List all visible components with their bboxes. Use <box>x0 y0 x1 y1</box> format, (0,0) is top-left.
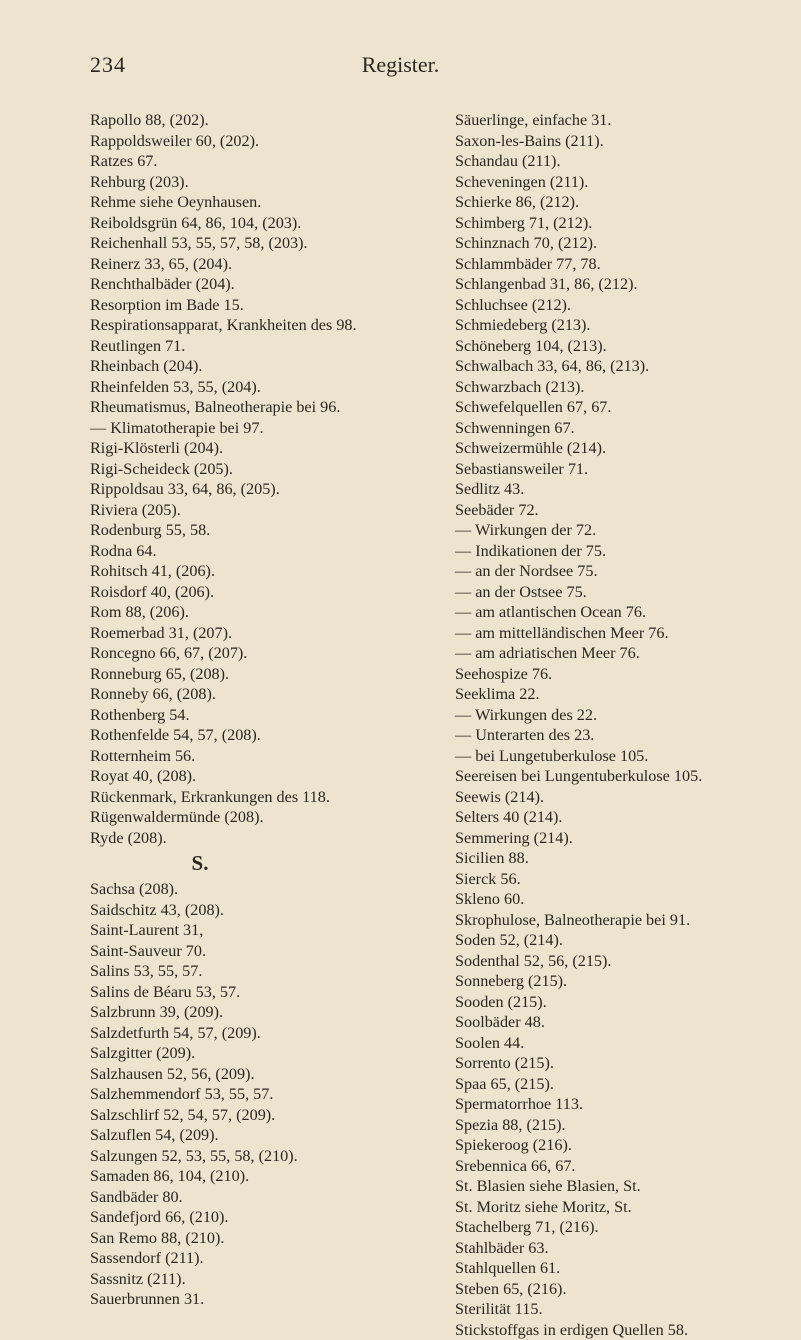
index-entry: Sassnitz (211). <box>90 1269 425 1290</box>
index-entry: Rehburg (203). <box>90 172 425 193</box>
index-entry: Salzschlirf 52, 54, 57, (209). <box>90 1105 425 1126</box>
index-entry: — an der Ostsee 75. <box>455 582 795 603</box>
index-entry: Ronneby 66, (208). <box>90 684 425 705</box>
index-entry: Rückenmark, Erkrankungen des 118. <box>90 787 425 808</box>
index-entry: Srebennica 66, 67. <box>455 1156 795 1177</box>
index-entry: Rom 88, (206). <box>90 602 425 623</box>
index-column-right <box>455 110 795 1340</box>
index-entry: Semmering (214). <box>455 828 795 849</box>
index-entry: Roncegno 66, 67, (207). <box>90 643 425 664</box>
index-entry: Rigi-Klösterli (204). <box>90 438 425 459</box>
index-entry: Spiekeroog (216). <box>455 1135 795 1156</box>
index-entry: Schluchsee (212). <box>455 295 795 316</box>
index-entry: Rehme siehe Oeynhausen. <box>90 192 425 213</box>
index-entry: Schandau (211). <box>455 151 795 172</box>
index-entry: Steben 65, (216). <box>455 1279 795 1300</box>
index-entry: Schweizermühle (214). <box>455 438 795 459</box>
index-entry: — am mittelländischen Meer 76. <box>455 623 795 644</box>
index-entry: Scheveningen (211). <box>455 172 795 193</box>
index-entry: Saint-Laurent 31, <box>90 920 425 941</box>
index-entry: Saxon-les-Bains (211). <box>455 131 795 152</box>
index-entry: — Wirkungen des 22. <box>455 705 795 726</box>
index-entry: Schmiedeberg (213). <box>455 315 795 336</box>
index-entry: Sandbäder 80. <box>90 1187 425 1208</box>
index-entry: Schimberg 71, (212). <box>455 213 795 234</box>
index-entry: Sedlitz 43. <box>455 479 795 500</box>
index-entry: Salzgitter (209). <box>90 1043 425 1064</box>
section-letter: S. <box>90 848 310 879</box>
index-entry: Säuerlinge, einfache 31. <box>455 110 795 131</box>
index-entry: Salins de Béaru 53, 57. <box>90 982 425 1003</box>
index-entry: Schwarzbach (213). <box>455 377 795 398</box>
index-entry: Sierck 56. <box>455 869 795 890</box>
index-entry: Spaa 65, (215). <box>455 1074 795 1095</box>
index-entry: Sonneberg (215). <box>455 971 795 992</box>
index-entry: Rappoldsweiler 60, (202). <box>90 131 425 152</box>
index-entry: Sachsa (208). <box>90 879 425 900</box>
index-entry: Seebäder 72. <box>455 500 795 521</box>
index-entry: Schlangenbad 31, 86, (212). <box>455 274 795 295</box>
index-entry: Schlammbäder 77, 78. <box>455 254 795 275</box>
index-entry: San Remo 88, (210). <box>90 1228 425 1249</box>
index-entry: Salzhausen 52, 56, (209). <box>90 1064 425 1085</box>
index-entry: Schöneberg 104, (213). <box>455 336 795 357</box>
index-entry: Soden 52, (214). <box>455 930 795 951</box>
index-entry: Sodenthal 52, 56, (215). <box>455 951 795 972</box>
index-entry: Stahlquellen 61. <box>455 1258 795 1279</box>
index-entry: St. Moritz siehe Moritz, St. <box>455 1197 795 1218</box>
index-entry: Salzuflen 54, (209). <box>90 1125 425 1146</box>
index-entry: Samaden 86, 104, (210). <box>90 1166 425 1187</box>
index-entry: Skleno 60. <box>455 889 795 910</box>
index-entry: Schwenningen 67. <box>455 418 795 439</box>
index-entry: Rothenfelde 54, 57, (208). <box>90 725 425 746</box>
index-entry: Rheumatismus, Balneotherapie bei 96. <box>90 397 425 418</box>
index-entry: Salzbrunn 39, (209). <box>90 1002 425 1023</box>
index-entry: Selters 40 (214). <box>455 807 795 828</box>
index-entry: Schwalbach 33, 64, 86, (213). <box>455 356 795 377</box>
index-entry: Seereisen bei Lungentuberkulose 105. <box>455 766 795 787</box>
index-entry: Roisdorf 40, (206). <box>90 582 425 603</box>
index-entry: Seeklima 22. <box>455 684 795 705</box>
index-entry: Reinerz 33, 65, (204). <box>90 254 425 275</box>
index-entry: Salins 53, 55, 57. <box>90 961 425 982</box>
index-entry: Rohitsch 41, (206). <box>90 561 425 582</box>
page-number: 234 <box>90 52 126 78</box>
index-entry: Riviera (205). <box>90 500 425 521</box>
index-entry: Sandefjord 66, (210). <box>90 1207 425 1228</box>
index-entry: Rapollo 88, (202). <box>90 110 425 131</box>
index-entry: Rodna 64. <box>90 541 425 562</box>
index-entry: Royat 40, (208). <box>90 766 425 787</box>
index-entry: — am adriatischen Meer 76. <box>455 643 795 664</box>
index-entry: Seehospize 76. <box>455 664 795 685</box>
index-entry: Rigi-Scheideck (205). <box>90 459 425 480</box>
index-column-left <box>90 110 425 1310</box>
index-entry: — an der Nordsee 75. <box>455 561 795 582</box>
index-entry: Reutlingen 71. <box>90 336 425 357</box>
index-entry: Salzdetfurth 54, 57, (209). <box>90 1023 425 1044</box>
index-entry: Schwefelquellen 67, 67. <box>455 397 795 418</box>
index-entry: Reiboldsgrün 64, 86, 104, (203). <box>90 213 425 234</box>
index-entry: Saidschitz 43, (208). <box>90 900 425 921</box>
index-entry: Rheinfelden 53, 55, (204). <box>90 377 425 398</box>
index-entry: Spermatorrhoe 113. <box>455 1094 795 1115</box>
index-entry: Sassendorf (211). <box>90 1248 425 1269</box>
index-entry: Rodenburg 55, 58. <box>90 520 425 541</box>
index-entry: — am atlantischen Ocean 76. <box>455 602 795 623</box>
index-entry: — Klimatotherapie bei 97. <box>90 418 425 439</box>
index-entry: Sebastiansweiler 71. <box>455 459 795 480</box>
index-entry: Salzhemmendorf 53, 55, 57. <box>90 1084 425 1105</box>
index-entry: Stahlbäder 63. <box>455 1238 795 1259</box>
index-entry: Salzungen 52, 53, 55, 58, (210). <box>90 1146 425 1167</box>
index-entry: Saint-Sauveur 70. <box>90 941 425 962</box>
index-entry: Sorrento (215). <box>455 1053 795 1074</box>
index-entry: — Indikationen der 75. <box>455 541 795 562</box>
index-entry: Stachelberg 71, (216). <box>455 1217 795 1238</box>
index-entries-r <box>90 110 425 848</box>
index-entry: Ratzes 67. <box>90 151 425 172</box>
index-entry: — Unterarten des 23. <box>455 725 795 746</box>
page-header <box>0 52 801 82</box>
index-entry: — bei Lungetuberkulose 105. <box>455 746 795 767</box>
index-entry: Seewis (214). <box>455 787 795 808</box>
index-entry: Respirationsapparat, Krankheiten des 98. <box>90 315 425 336</box>
index-entry: Rippoldsau 33, 64, 86, (205). <box>90 479 425 500</box>
index-entry: Sooden (215). <box>455 992 795 1013</box>
index-entry: Rotternheim 56. <box>90 746 425 767</box>
index-entry: Rothenberg 54. <box>90 705 425 726</box>
index-entry: Schierke 86, (212). <box>455 192 795 213</box>
index-entry: Renchthalbäder (204). <box>90 274 425 295</box>
index-entry: Soolbäder 48. <box>455 1012 795 1033</box>
index-entry: Sterilität 115. <box>455 1299 795 1320</box>
index-entry: Stickstoffgas in erdigen Quellen 58. <box>455 1320 795 1340</box>
running-head: Register. <box>0 52 801 78</box>
index-entry: Ronneburg 65, (208). <box>90 664 425 685</box>
index-entry: Skrophulose, Balneotherapie bei 91. <box>455 910 795 931</box>
index-entry: Resorption im Bade 15. <box>90 295 425 316</box>
index-entry: Roemerbad 31, (207). <box>90 623 425 644</box>
index-entry: Sicilien 88. <box>455 848 795 869</box>
index-entry: St. Blasien siehe Blasien, St. <box>455 1176 795 1197</box>
index-entries-s <box>90 879 425 1310</box>
index-entry: Soolen 44. <box>455 1033 795 1054</box>
index-entry: Rügenwaldermünde (208). <box>90 807 425 828</box>
index-entry: Sauerbrunnen 31. <box>90 1289 425 1310</box>
index-entry: Schinznach 70, (212). <box>455 233 795 254</box>
index-entry: Rheinbach (204). <box>90 356 425 377</box>
index-entry: Reichenhall 53, 55, 57, 58, (203). <box>90 233 425 254</box>
index-entry: Spezia 88, (215). <box>455 1115 795 1136</box>
index-entry: — Wirkungen der 72. <box>455 520 795 541</box>
index-entry: Ryde (208). <box>90 828 425 849</box>
